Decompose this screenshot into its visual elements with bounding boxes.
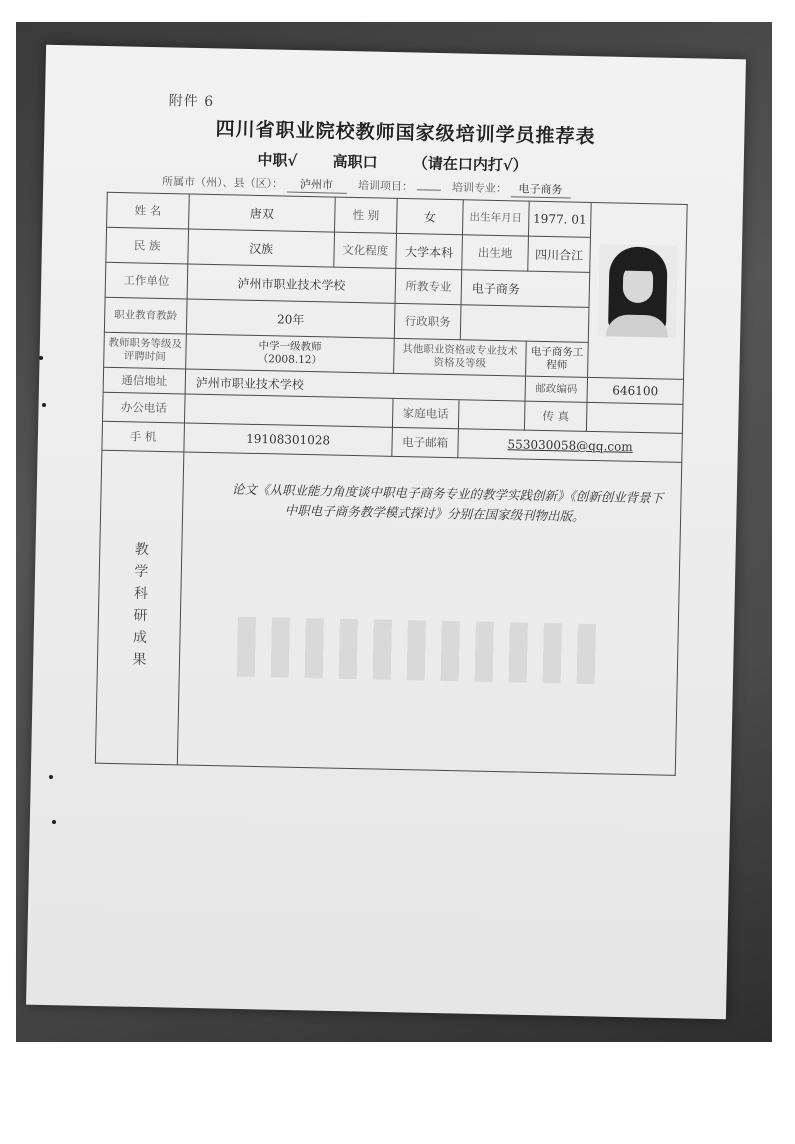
other-qual-value: 电子商务工程师 (526, 341, 589, 377)
birth-label: 出生年月日 (463, 200, 530, 236)
region-label: 所属市（州）、县（区）： (161, 174, 284, 191)
form-title: 四川省职业院校教师国家级培训学员推荐表 (215, 118, 596, 149)
attachment-label: 附件 6 (168, 93, 215, 111)
project-label: 培训项目： (357, 179, 414, 194)
table-row (95, 450, 681, 775)
research-label-cell (95, 450, 184, 765)
title-level-value: 中学一级教师 (258, 340, 322, 354)
admin-post-value (460, 305, 589, 343)
gender-label: 性 别 (335, 197, 398, 233)
home-phone-label: 家庭电话 (392, 398, 459, 428)
level-hint: （请在口内打√） (412, 154, 528, 175)
scan-speck (52, 820, 56, 824)
applicant-photo (597, 244, 677, 338)
scan-speck (39, 356, 43, 360)
address-value: 泸州市职业技术学校 (185, 369, 525, 401)
birth-value: 1977. 01 (528, 201, 591, 237)
admin-post-label: 行政职务 (394, 303, 461, 339)
other-qual-label: 其他职业资格或专业技术资格及等级 (394, 338, 527, 376)
ethnicity-value: 汉族 (188, 229, 335, 267)
title-level-label: 教师职务等级及评聘时间 (104, 332, 187, 369)
level-higher: 高职口 (332, 152, 378, 172)
education-value: 大学本科 (396, 233, 463, 269)
office-phone-value (184, 394, 393, 427)
name-value: 唐双 (189, 194, 336, 232)
project-value (416, 189, 440, 191)
ethnicity-label: 民 族 (106, 227, 189, 264)
workplace-value: 泸州市职业技术学校 (187, 264, 396, 303)
fax-label: 传 真 (524, 401, 587, 431)
mobile-label: 手 机 (102, 421, 185, 452)
photo-bangs (621, 259, 655, 272)
fax-value (586, 402, 683, 433)
birthplace-label: 出生地 (462, 235, 529, 271)
research-text: 论文《从职业能力角度谈中职电子商务专业的教学实践创新》《创新创业背景下中职电子商务教学模式探讨》分别在国家级刊物出版。 (177, 452, 681, 775)
teaching-years-label: 职业教育教龄 (104, 297, 187, 334)
office-phone-label: 办公电话 (103, 392, 186, 423)
home-phone-value (458, 400, 525, 430)
title-level-cell (186, 334, 395, 373)
postcode-value: 646100 (587, 377, 684, 404)
research-label: 教学科研成果 (130, 541, 149, 674)
bleed-through-shadow (237, 617, 598, 685)
photo-cell (588, 202, 688, 379)
birthplace-value: 四川合江 (528, 236, 591, 272)
recommendation-table (95, 192, 688, 776)
level-secondary: 中职√ (257, 150, 298, 170)
title-level-date: （2008.12） (257, 352, 323, 367)
address-label: 通信地址 (103, 367, 186, 394)
teaching-years-value: 20年 (186, 299, 395, 338)
school-level-line (257, 149, 528, 176)
major-value: 电子商务 (510, 180, 570, 198)
major-label: 培训专业： (451, 181, 508, 196)
name-label: 姓 名 (107, 192, 190, 229)
email-value: 553030058@qq.com (458, 429, 683, 463)
scan-speck (49, 775, 53, 779)
mobile-value: 19108301028 (184, 423, 393, 456)
email-label: 电子邮箱 (392, 427, 459, 457)
subject-label: 所教专业 (395, 268, 462, 304)
region-value: 泸州市 (286, 176, 346, 194)
education-label: 文化程度 (334, 232, 397, 268)
scan-speck (42, 403, 46, 407)
subject-value: 电子商务 (461, 270, 590, 308)
postcode-label: 邮政编码 (525, 376, 588, 402)
gender-value: 女 (397, 198, 464, 234)
workplace-label: 工作单位 (105, 262, 188, 299)
